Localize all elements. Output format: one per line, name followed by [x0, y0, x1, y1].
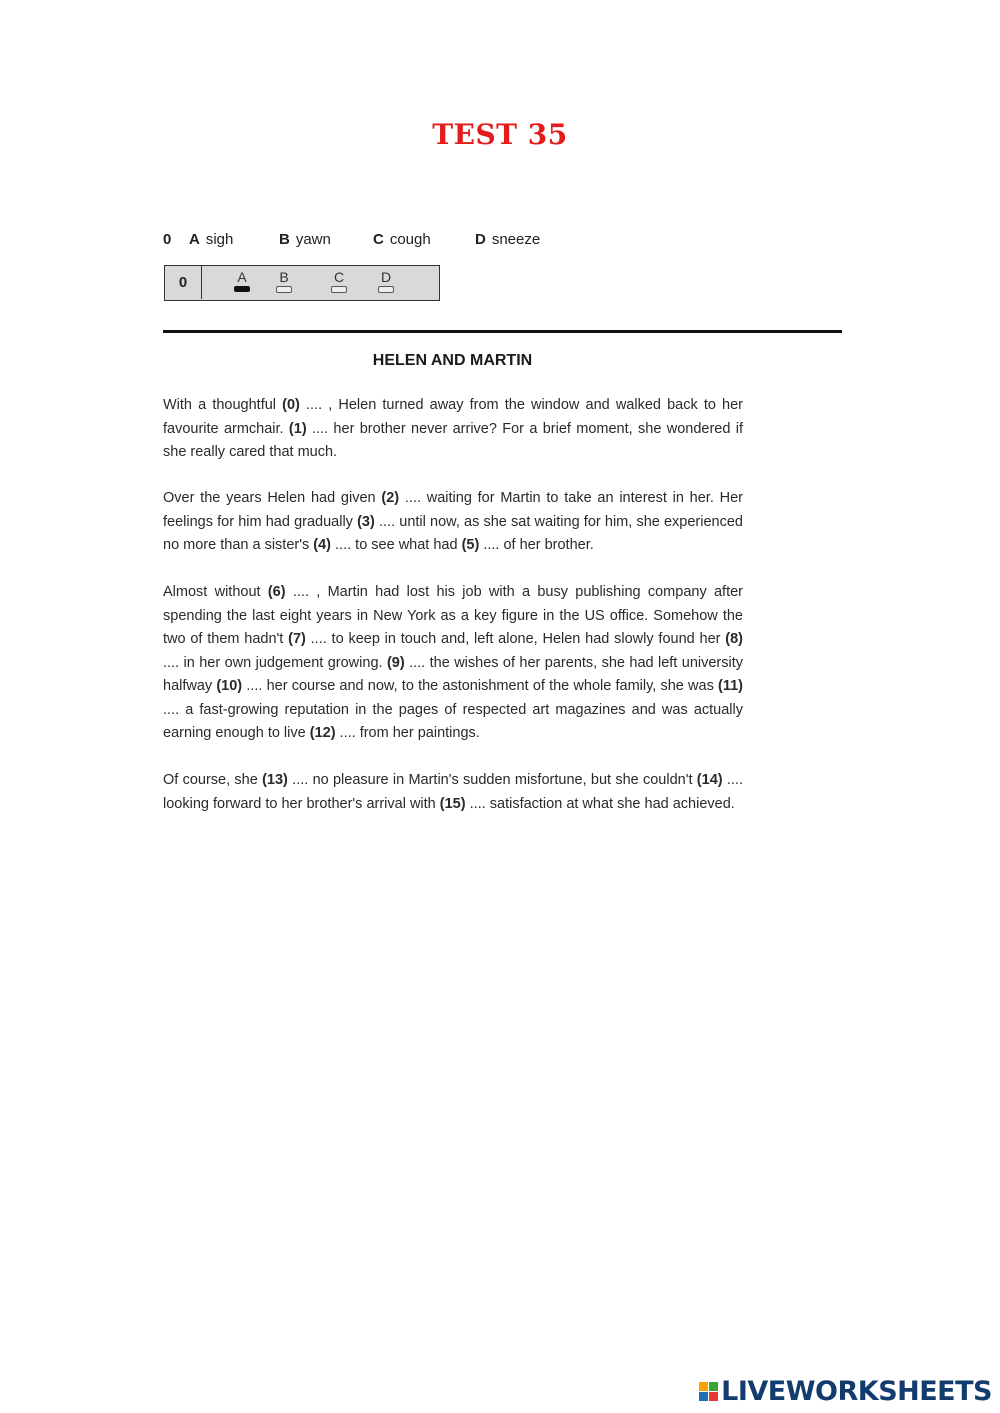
example-option-b: B yawn: [279, 231, 331, 248]
passage-title: HELEN AND MARTIN: [372, 352, 533, 369]
answer-bubble-b: B: [274, 269, 294, 293]
gap-number: (7): [288, 631, 306, 647]
answer-bubble-a: A: [232, 269, 252, 292]
example-number: 0: [163, 231, 172, 248]
example-answer-sheet: [164, 265, 440, 301]
gap-number: (4): [313, 537, 331, 553]
answer-bubble-d: D: [376, 269, 396, 293]
gap-number: (15): [439, 795, 466, 812]
gap-number: (3): [357, 513, 375, 530]
gap-number: (13): [262, 772, 288, 788]
liveworksheets-icon: [699, 1382, 718, 1401]
gap-number: (5): [461, 537, 480, 553]
gap-number: (2): [381, 490, 400, 506]
passage-paragraph-1: With a thoughtful (0) .... , Helen turned away from the window and walked back to her favourite armchair. (1) .... her brother never arrive? For a brief moment, she wondered if she really cared that much.: [163, 397, 744, 460]
example-question: [163, 231, 541, 248]
gap-number: (6): [267, 584, 286, 600]
gap-number: (9): [386, 654, 405, 671]
gap-number: (8): [725, 631, 743, 647]
example-option-a: A sigh: [189, 231, 234, 248]
test-title: TEST 35: [432, 118, 568, 151]
answer-bubble-c: C: [329, 269, 349, 293]
gap-number: (11): [718, 678, 743, 694]
brand-text: LIVEWORKSHEETS: [721, 1376, 992, 1407]
passage-paragraph-2: Over the years Helen had given (2) .... waiting for Martin to take an interest in her. Her feelings for him had gradually (3) .... until now, as she sat waiting for him, she experienced no more than a sister's (4) .... to see what had (5) .... of her brother.: [163, 490, 743, 553]
example-option-d: D sneeze: [475, 231, 541, 248]
passage-paragraph-4: Of course, she (13) .... no pleasure in Martin's sudden misfortune, but she couldn't (14) .... looking forward to her brother's arrival with (15) .... satisfaction at what she had achieved.: [163, 772, 743, 812]
passage-paragraph-3: Almost without (6) .... , Martin had lost his job with a busy publishing company after spending the last eight years in New York as a key figure in the US office. Somehow the two of them hadn't (7) .... to keep in touch and, left alone, Helen had slowly found her (8) .... in her own judgement growing. (9) .... the wishes of her parents, she had left university halfway (10) .... her course and now, to the astonishment of the whole family, she was (11) .... a fast-growing reputation in the pages of respected art magazines and was actually earning enough to live (12) .... from her paintings.: [163, 584, 743, 741]
answer-sheet-number: 0: [165, 266, 202, 299]
gap-number: (14): [696, 772, 723, 788]
gap-number: (1): [288, 420, 307, 437]
example-option-c: C cough: [373, 231, 431, 248]
gap-number: (0): [282, 397, 300, 413]
liveworksheets-logo: [699, 1376, 992, 1407]
gap-number: (12): [309, 725, 336, 741]
section-divider: [163, 330, 842, 333]
gap-number: (10): [216, 678, 243, 694]
